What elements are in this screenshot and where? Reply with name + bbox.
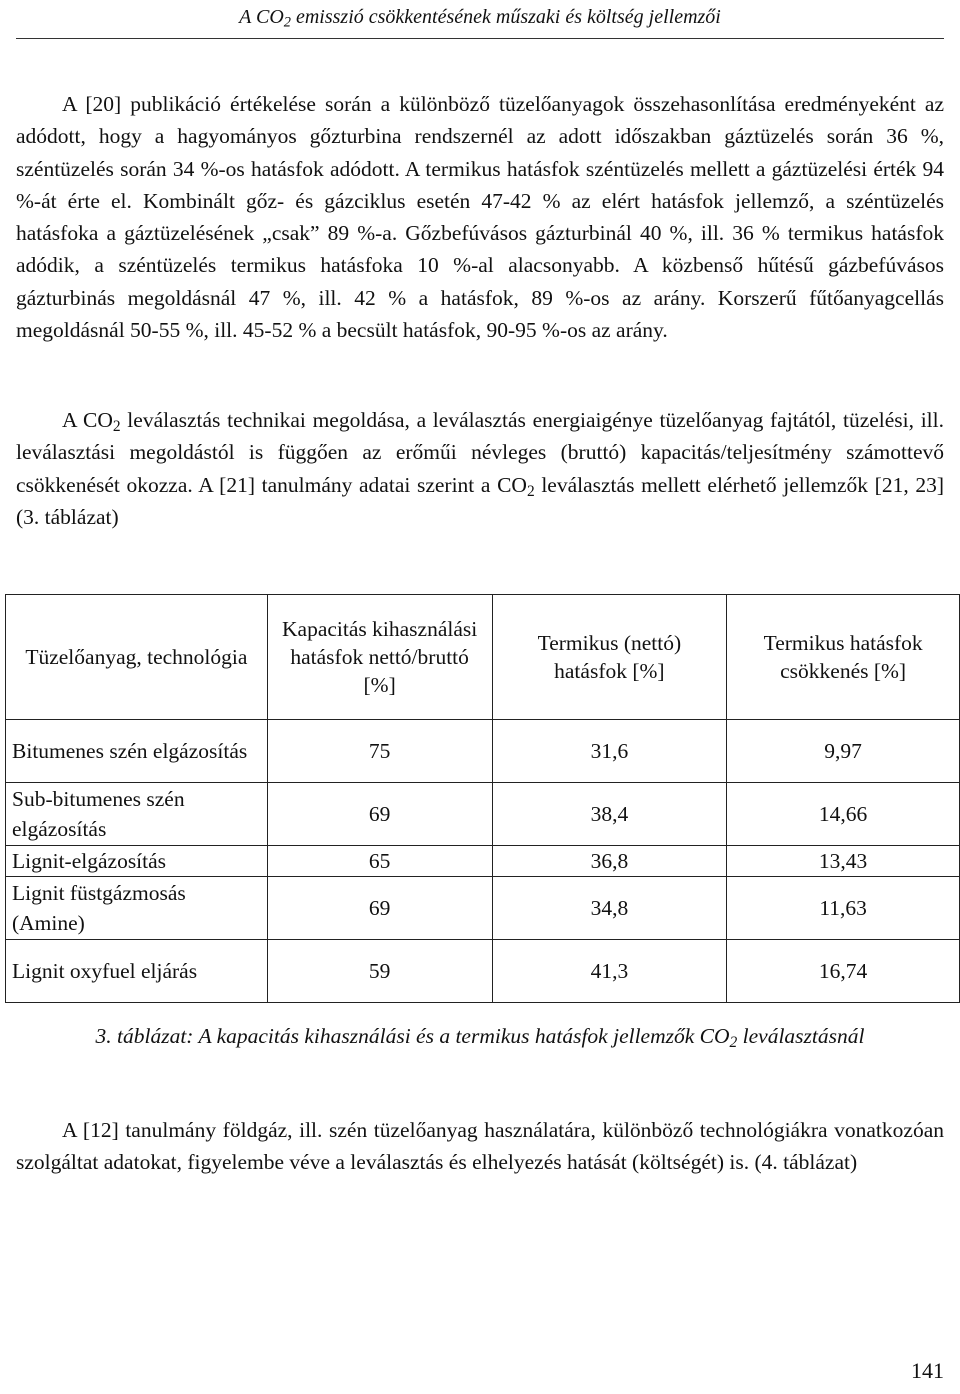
data-table (5, 594, 960, 1003)
paragraph-1 (16, 88, 944, 346)
caption-text-2: leválasztásnál (737, 1024, 865, 1048)
row-label: Bitumenes szén elgázosítás (6, 720, 268, 783)
header-capacity-efficiency: Kapacitás kihasználási hatásfok nettó/bruttó [%] (267, 595, 492, 720)
paragraph-2-text-3: leválasztás mellett elérhető jellemzők [21, 23] (3. táblázat) (16, 472, 944, 529)
decrease-value: 13,43 (727, 846, 960, 877)
capacity-value: 59 (267, 940, 492, 1003)
paragraph-3-text: A [12] tanulmány földgáz, ill. szén tüzelőanyag használatára, különböző technológiákra vonatkozóan szolgáltat adatokat, figyelembe véve a leválasztás és elhelyezés hatását (költségét) is. (4. táblázat) (16, 1118, 944, 1175)
table-row (6, 720, 960, 783)
header-text-end: emisszió csökkentésének műszaki és költség jellemzői (290, 6, 721, 28)
decrease-value: 14,66 (727, 783, 960, 846)
caption-subscript: 2 (729, 1033, 738, 1051)
row-label: Sub-bitumenes szén elgázosítás (6, 783, 268, 846)
capacity-value: 65 (267, 846, 492, 877)
header-thermal-efficiency: Termikus (nettó) hatásfok [%] (492, 595, 727, 720)
thermal-value: 38,4 (492, 783, 727, 846)
capacity-value: 69 (267, 783, 492, 846)
page-number: 141 (911, 1358, 944, 1383)
row-label: Lignit füstgázmosás (Amine) (6, 877, 268, 940)
paragraph-2-subscript-2: 2 (526, 482, 535, 500)
decrease-value: 11,63 (727, 877, 960, 940)
row-label: Lignit-elgázosítás (6, 846, 268, 877)
table-row (6, 846, 960, 877)
table-row (6, 940, 960, 1003)
decrease-value: 16,74 (727, 940, 960, 1003)
table-caption (60, 1020, 900, 1052)
header-subscript: 2 (283, 14, 291, 31)
table-header (6, 595, 960, 720)
decrease-value: 9,97 (727, 720, 960, 783)
paragraph-1-text: A [20] publikáció értékelése során a különböző tüzelőanyagok összehasonlítása eredményeként az adódott, hogy a hagyományos gőzturbina rendszernél az adott időszakban gáztüzelés során 36 %, széntüzelés során 34 %-os hatásfok adódott. A termikus hatásfok széntüzelés mellett a gáztüzelési érték 94 %-át érte el. Kombinált gőz- és gázciklus esetén 47-42 % az elért hatásfok jellemző, a széntüzelés hatásfoka a gáztüzelésének „csak” 89 %-a. Gőzbefúvásos gázturbinál 40 %, ill. 36 % termikus hatásfok adódik, a széntüzelés termikus hatásfoka 10 %-al alacsonyabb. A közbenső hűtésű gázbefúvásos gázturbinás megoldásnál 47 %, ill. 42 % a hatásfok, 89 %-os az arány. Korszerű fűtőanyagcellás megoldásnál 50-55 %, ill. 45-52 % a becsült hatásfok, 90-95 %-os az arány. (16, 92, 944, 343)
caption-number: 3. (95, 1024, 118, 1048)
paragraph-2-text-2: leválasztás technikai megoldása, a leválasztás energiaigénye tüzelőanyag fajtától, tüzelési, ill. leválasztási megoldástól is függően az erőműi névleges (bruttó) kapacitás/teljesítmény számottevő csökkenését okozza. A [21] tanulmány adatai szerint a CO (16, 408, 944, 497)
capacity-value: 75 (267, 720, 492, 783)
header-rule (16, 38, 944, 39)
paragraph-2 (16, 404, 944, 533)
running-header (0, 6, 960, 29)
table-body (6, 720, 960, 1003)
header-fuel-technology: Tüzelőanyag, technológia (6, 595, 268, 720)
thermal-value: 36,8 (492, 846, 727, 877)
caption-text-1: A kapacitás kihasználási és a termikus hatásfok jellemzők CO (193, 1024, 730, 1048)
paragraph-2-subscript-1: 2 (112, 417, 121, 435)
paragraph-3 (16, 1114, 944, 1179)
header-text-start: A CO (239, 6, 284, 28)
thermal-value: 41,3 (492, 940, 727, 1003)
table-row (6, 783, 960, 846)
capacity-value: 69 (267, 877, 492, 940)
header-efficiency-decrease: Termikus hatásfok csökkenés [%] (727, 595, 960, 720)
table-row (6, 877, 960, 940)
row-label: Lignit oxyfuel eljárás (6, 940, 268, 1003)
table-header-row (6, 595, 960, 720)
paragraph-2-text-1: A CO (62, 408, 113, 432)
thermal-value: 34,8 (492, 877, 727, 940)
caption-label: táblázat: (117, 1024, 194, 1048)
thermal-value: 31,6 (492, 720, 727, 783)
